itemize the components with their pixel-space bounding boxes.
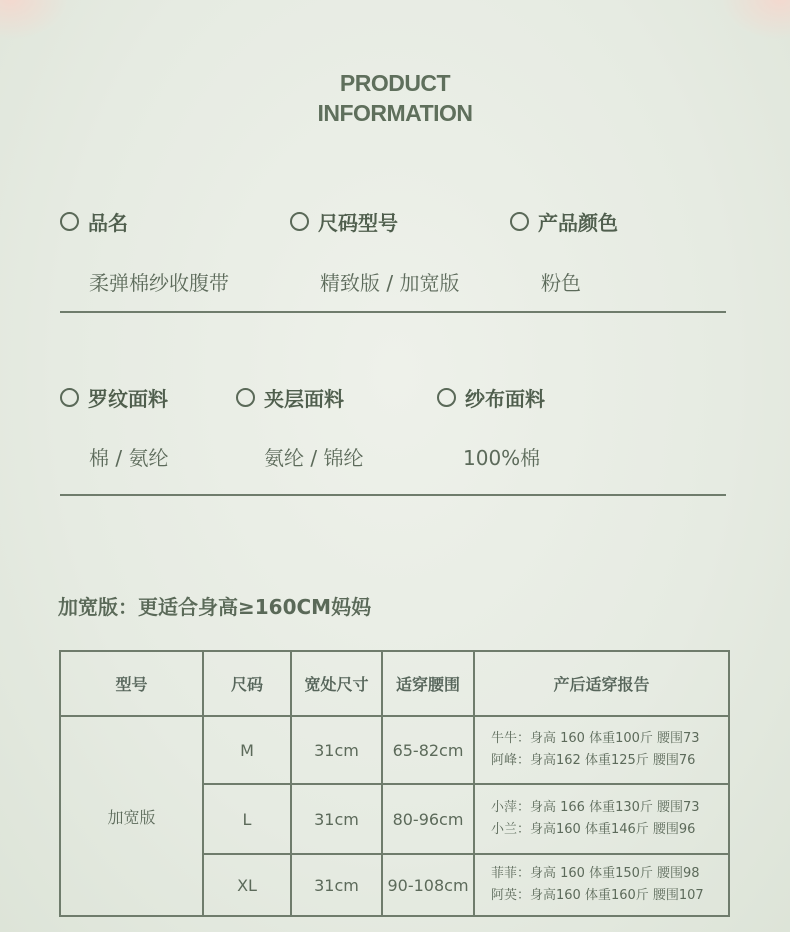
cell-size: L: [203, 784, 291, 854]
corner-decoration-left: [0, 0, 70, 40]
page-title-line2: INFORMATION: [317, 100, 473, 126]
cell-size: XL: [203, 854, 291, 916]
cell-model: 加宽版: [60, 716, 203, 916]
report-line: 阿英：身高160 体重160斤 腰围107: [491, 888, 704, 903]
header-width: 宽处尺寸: [291, 651, 382, 716]
header-waist: 适穿腰围: [382, 651, 474, 716]
cell-report: [474, 716, 729, 784]
value-interlayer-fabric: 氨纶 / 锦纶: [264, 446, 364, 470]
label-size-model: [290, 207, 398, 236]
value-rib-fabric: 棉 / 氨纶: [89, 446, 169, 470]
cell-width: 31cm: [291, 784, 382, 854]
label-gauze-fabric: [437, 383, 545, 412]
cell-waist: 80-96cm: [382, 784, 474, 854]
label-text: 罗纹面料: [88, 387, 168, 411]
header-size: 尺码: [203, 651, 291, 716]
label-text: 品名: [88, 211, 128, 235]
value-product-color: 粉色: [541, 271, 581, 295]
report-line: 小萍：身高 166 体重130斤 腰围73: [491, 800, 700, 815]
label-product-color: [510, 207, 618, 236]
page-title-line1: PRODUCT: [339, 70, 451, 96]
circle-bullet-icon: [60, 388, 79, 407]
cell-waist: 65-82cm: [382, 716, 474, 784]
label-text: 尺码型号: [318, 211, 398, 235]
value-size-model: 精致版 / 加宽版: [320, 271, 460, 295]
size-table: [59, 650, 730, 917]
circle-bullet-icon: [290, 212, 309, 231]
circle-bullet-icon: [236, 388, 255, 407]
circle-bullet-icon: [60, 212, 79, 231]
circle-bullet-icon: [437, 388, 456, 407]
report-line: 阿峰：身高162 体重125斤 腰围76: [491, 753, 696, 768]
label-rib-fabric: [60, 383, 168, 412]
cell-width: 31cm: [291, 854, 382, 916]
header-report: 产后适穿报告: [474, 651, 729, 716]
cell-width: 31cm: [291, 716, 382, 784]
report-line: 菲菲：身高 160 体重150斤 腰围98: [491, 866, 700, 881]
cell-report: [474, 854, 729, 916]
circle-bullet-icon: [510, 212, 529, 231]
cell-size: M: [203, 716, 291, 784]
label-product-name: [60, 207, 128, 236]
cell-waist: 90-108cm: [382, 854, 474, 916]
value-product-name: 柔弹棉纱收腹带: [89, 271, 229, 295]
label-interlayer-fabric: [236, 383, 344, 412]
section-subtitle: 加宽版：更适合身高≥160CM妈妈: [58, 595, 372, 619]
report-line: 牛牛：身高 160 体重100斤 腰围73: [491, 731, 700, 746]
table-row: [60, 716, 729, 784]
label-text: 夹层面料: [264, 387, 344, 411]
cell-report: [474, 784, 729, 854]
report-line: 小兰：身高160 体重146斤 腰围96: [491, 822, 696, 837]
divider: [60, 494, 726, 496]
label-text: 产品颜色: [538, 211, 618, 235]
value-gauze-fabric: 100%棉: [463, 446, 541, 470]
header-model: 型号: [60, 651, 203, 716]
divider: [60, 311, 726, 313]
table-header-row: [60, 651, 729, 716]
corner-decoration-right: [720, 0, 790, 40]
label-text: 纱布面料: [465, 387, 545, 411]
